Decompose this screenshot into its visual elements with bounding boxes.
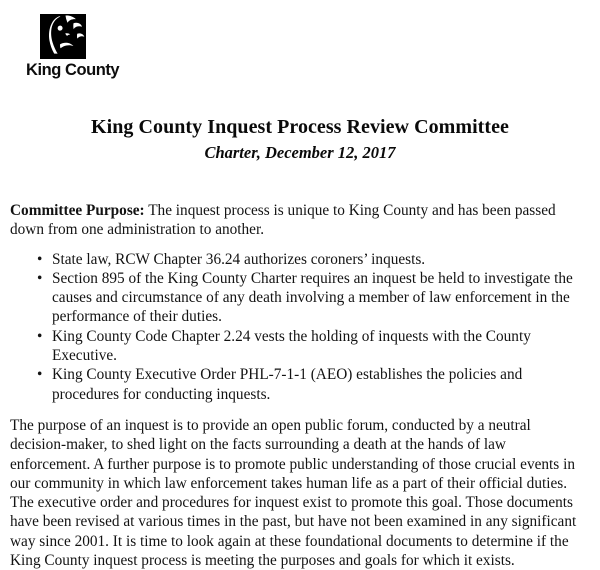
- list-item-text: Section 895 of the King County Charter requires an inquest be held to investigate the causes and circumstance of any death involving a member of law enforcement in the performance of their duties.: [52, 269, 573, 326]
- list-item: [10, 269, 590, 327]
- list-item-text: State law, RCW Chapter 36.24 authorizes coroners’ inquests.: [52, 250, 426, 268]
- list-item: [10, 365, 590, 404]
- king-county-logo: [26, 14, 136, 79]
- page-title: King County Inquest Process Review Committee: [91, 116, 509, 138]
- list-item: [10, 327, 590, 366]
- list-item-text: King County Executive Order PHL-7-1-1 (AEO) establishes the policies and procedures for conducting inquests.: [52, 366, 523, 403]
- committee-purpose-paragraph: [10, 201, 590, 240]
- inquest-purpose-paragraph: The purpose of an inquest is to provide an open public forum, conducted by a neutral decision-maker, to shed light on the facts surrounding a death at the hands of law enforcement. A further purpose is to promote public understanding of those crucial events in our community in which law enforcement takes human life as a part of their official duties. The executive order and procedures for inquest exist to promote this goal. Those documents have been revised at various times in the past, but have not been examined in any significant way since 2001. It is time to look again at these foundational documents to determine if the King County inquest process is meeting the purposes and goals for which it exists.: [10, 416, 577, 570]
- document-body: [10, 201, 590, 570]
- bullet-icon: •: [37, 366, 43, 384]
- committee-purpose-text: The inquest process is unique to King County and has been passed down from one administration to another.: [10, 202, 556, 239]
- list-item: [10, 250, 590, 269]
- king-county-mlk-silhouette-icon: [40, 14, 86, 59]
- authority-bullet-list: [10, 250, 590, 404]
- list-item-text: King County Code Chapter 2.24 vests the holding of inquests with the County Executive.: [52, 327, 531, 365]
- bullet-icon: •: [37, 250, 43, 268]
- bullet-icon: •: [37, 327, 43, 345]
- committee-purpose-label: Committee Purpose:: [10, 202, 145, 219]
- bullet-icon: •: [37, 269, 43, 287]
- page-subtitle: Charter, December 12, 2017: [204, 143, 396, 162]
- king-county-wordmark: King County: [26, 61, 120, 79]
